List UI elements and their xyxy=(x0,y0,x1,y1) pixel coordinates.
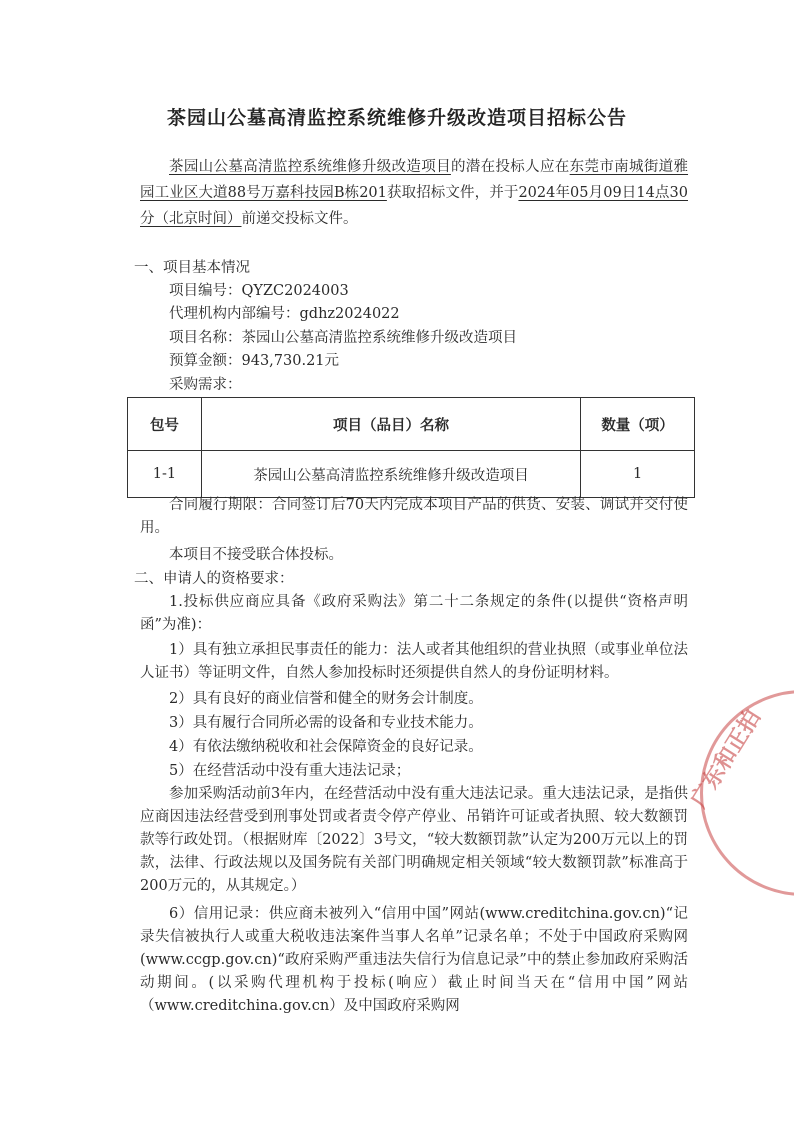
intro-text-1: 的潜在投标人应在 xyxy=(450,159,570,175)
requirement-5-detail: 参加采购活动前3年内，在经营活动中没有重大违法记录。重大违法记录，是指供应商因违法经营受到刑事处罚或者责令停产停业、吊销许可证或者执照、较大数额罚款等行政处罚。（根据财库〔2022〕3号文，“较大数额罚款”认定为200万元以上的罚款，法律、行政法规以及国务院有关部门明确规定相关领域“较大数额罚款”标准高于200万元的，从其规定。） xyxy=(140,786,688,894)
section1-heading: 一、项目基本情况 xyxy=(134,260,250,276)
requirement-3: 3）具有履行合同所必需的设备和专业技术能力。 xyxy=(169,715,483,731)
requirement-2: 2）具有良好的商业信誉和健全的财务会计制度。 xyxy=(169,691,483,707)
intro-project-name: 茶园山公墓高清监控系统维修升级改造项目 xyxy=(169,159,451,175)
agency-number: 代理机构内部编号：gdhz2024022 xyxy=(169,306,400,322)
project-name-line: 项目名称：茶园山公墓高清监控系统维修升级改造项目 xyxy=(169,330,517,346)
consortium-note: 本项目不接受联合体投标。 xyxy=(169,547,343,563)
requirement-5: 5）在经营活动中没有重大违法记录； xyxy=(169,763,411,779)
intro-address: 东莞市南城街道雅园工业区大道88号万嘉科技园B栋201 xyxy=(140,159,689,201)
table-header: 项目（品目）名称 xyxy=(201,398,580,451)
table-cell: 茶园山公墓高清监控系统维修升级改造项目 xyxy=(201,451,580,498)
section2-heading: 二、申请人的资格要求： xyxy=(134,571,294,587)
budget-line: 预算金额：943,730.21元 xyxy=(169,353,340,369)
table-header: 包号 xyxy=(128,398,202,451)
requirement-1: 1）具有独立承担民事责任的能力：法人或者其他组织的营业执照（或事业单位法人证书）等证明文件，自然人参加投标时还须提供自然人的身份证明材料。 xyxy=(140,642,688,681)
contract-period: 合同履行期限：合同签订后70天内完成本项目产品的供货、安装、调试并交付使用。 xyxy=(140,497,688,536)
intro-text-3: 前递交投标文件。 xyxy=(241,211,358,227)
demand-label: 采购需求： xyxy=(169,377,242,393)
company-seal-text: 广东和正拍 xyxy=(685,705,767,813)
page-title: 茶园山公墓高清监控系统维修升级改造项目招标公告 xyxy=(166,107,627,129)
intro-paragraph xyxy=(140,154,688,232)
intro-text-2: 获取招标文件，并于 xyxy=(386,185,519,201)
table-cell: 1 xyxy=(581,451,695,498)
table-header-row xyxy=(128,398,695,451)
requirements-table xyxy=(127,397,695,498)
qualification-intro: 1.投标供应商应具备《政府采购法》第二十二条规定的条件(以提供“资格声明函”为准)： xyxy=(140,594,688,633)
requirement-4: 4）有依法缴纳税收和社会保障资金的良好记录。 xyxy=(169,739,483,755)
table-cell: 1-1 xyxy=(128,451,202,498)
table-row xyxy=(128,451,695,498)
project-number: 项目编号：QYZC2024003 xyxy=(169,283,349,299)
intro-deadline: 2024年05月09日14点30分（北京时间） xyxy=(140,185,688,227)
requirement-6: 6）信用记录：供应商未被列入“信用中国”网站(www.creditchina.gov.cn)“记录失信被执行人或重大税收违法案件当事人名单”记录名单；不处于中国政府采购网(www.ccgp.gov.cn)“政府采购严重违法失信行为信息记录”中的禁止参加政府采购活动期间。(以采购代理机构于投标(响应）截止时间当天在“信用中国”网站（www.creditchina.gov.cn）及中国政府采购网 xyxy=(140,906,688,1014)
table-header: 数量（项） xyxy=(581,398,695,451)
